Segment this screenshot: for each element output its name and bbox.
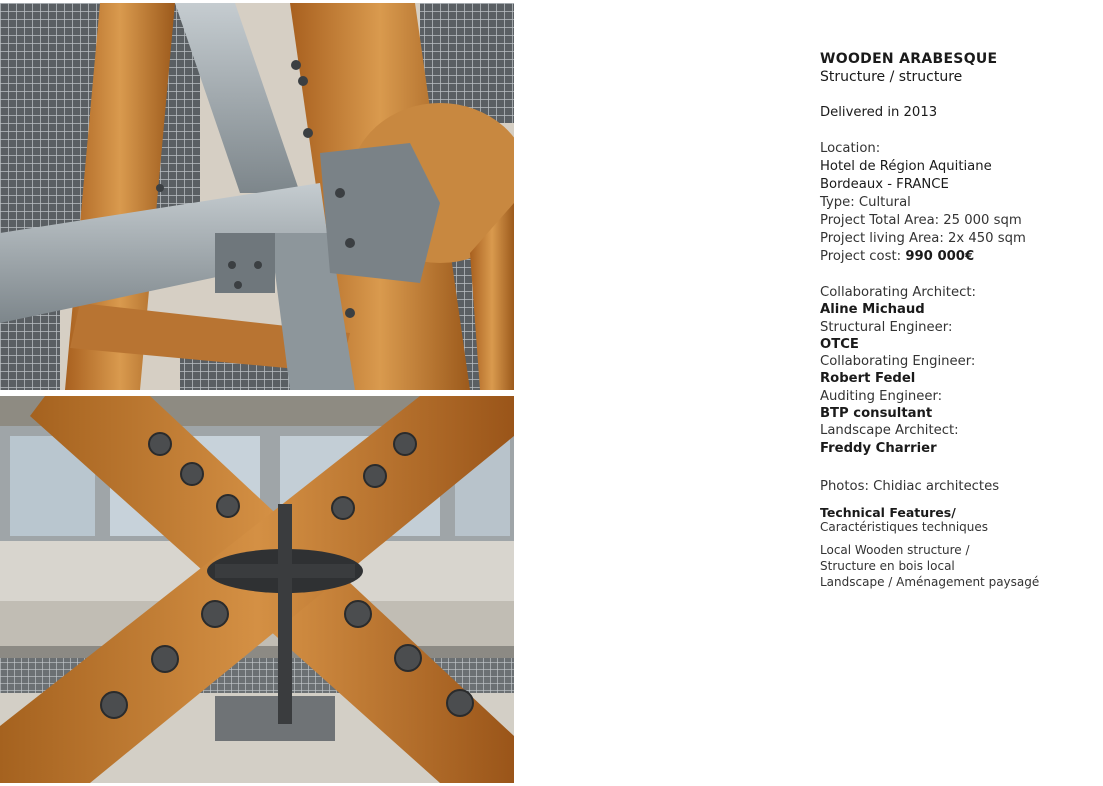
project-subtitle: Structure / structure — [820, 69, 963, 85]
location-line1: Hotel de Région Aquitiane — [820, 159, 992, 174]
credit-name: OTCE — [820, 336, 859, 352]
credit-name: Robert Fedel — [820, 371, 916, 387]
feature-item: Local Wooden structure / — [820, 542, 970, 557]
credit-name: Freddy Charrier — [820, 440, 937, 456]
cost-label: Project cost: — [820, 249, 902, 264]
living-area: Project living Area: 2x 450 sqm — [820, 231, 1026, 246]
photos-credit: Photos: Chidiac architectes — [820, 478, 1000, 494]
credit-role: Collaborating Architect: — [820, 285, 976, 300]
credit-role: Structural Engineer: — [820, 319, 953, 335]
credit-role: Auditing Engineer: — [820, 388, 943, 404]
feature-item: Landscape / Aménagement paysagé — [820, 574, 1040, 589]
project-info — [820, 50, 1090, 590]
location-line2: Bordeaux - FRANCE — [820, 177, 949, 192]
photo-crossed-beams — [0, 396, 514, 783]
technical-heading: Technical Features/ — [820, 504, 956, 520]
cost-value: 990 000€ — [905, 249, 975, 264]
credit-name: BTP consultant — [820, 406, 933, 422]
technical-features — [820, 506, 1090, 534]
project-cost — [820, 248, 1090, 266]
photo-steel-wood-joint — [0, 3, 514, 390]
delivered-date: Delivered in 2013 — [820, 105, 938, 120]
location-label: Location: — [820, 141, 881, 156]
credit-name: Aline Michaud — [820, 302, 925, 318]
features-list — [820, 542, 1090, 590]
feature-item: Structure en bois local — [820, 558, 955, 573]
project-type: Type: Cultural — [820, 195, 911, 210]
credit-role: Landscape Architect: — [820, 423, 959, 439]
technical-subheading: Caractéristiques techniques — [820, 519, 989, 534]
crossed-beams-image — [0, 396, 514, 783]
credits-list — [820, 284, 1090, 457]
total-area: Project Total Area: 25 000 sqm — [820, 213, 1022, 228]
steel-wood-joint-image — [0, 3, 514, 390]
project-title: WOODEN ARABESQUE — [820, 51, 998, 67]
credit-role: Collaborating Engineer: — [820, 354, 976, 370]
